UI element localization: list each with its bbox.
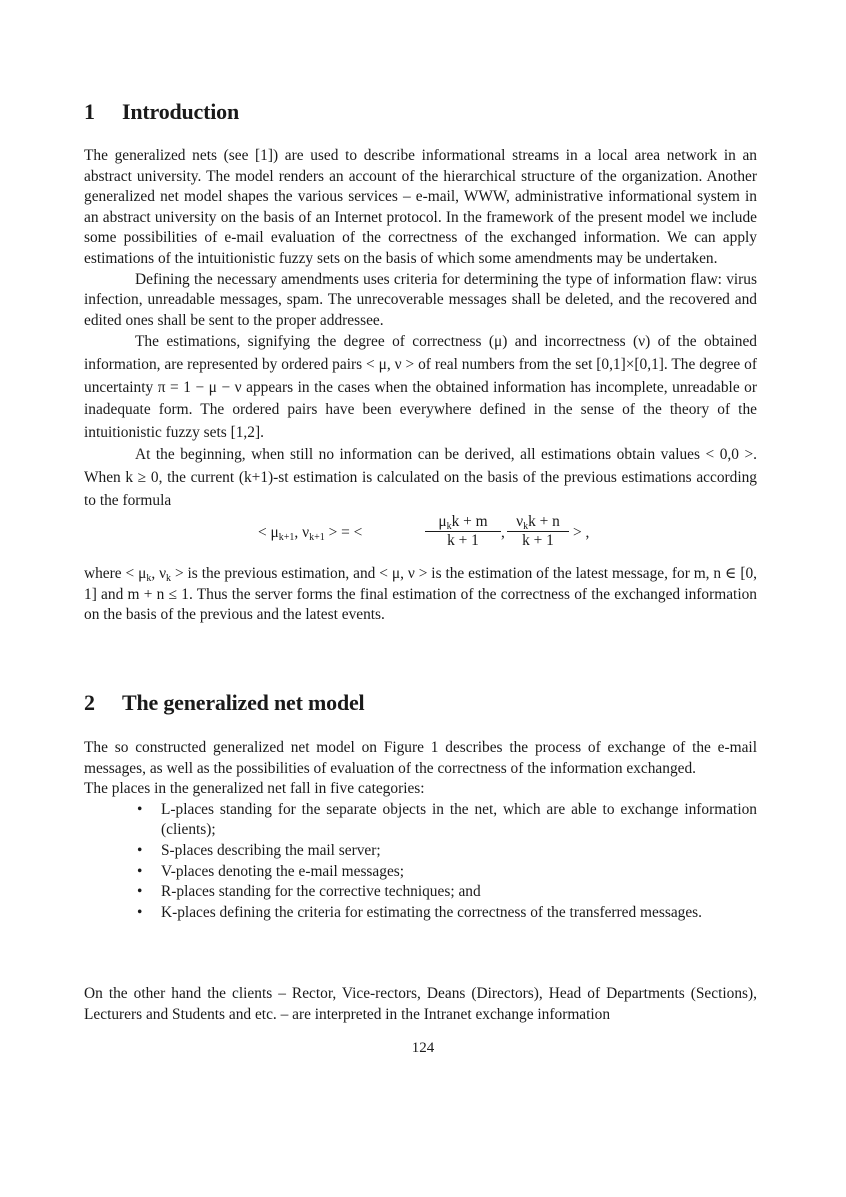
fraction-numerator: $\nu_kk + n$ xyxy=(507,513,569,532)
formula-comma: , xyxy=(501,524,505,541)
paragraph: At the beginning, when still no information can be derived, all estimations obtain values < 0,0 >. When k ≥ 0, the current (k+1)-st estimation is calculated on the basis of the previous estimations according to the formula xyxy=(84,446,757,509)
section-number: 1 xyxy=(84,99,95,124)
bullet-icon: • xyxy=(137,883,143,901)
paragraph: Defining the necessary amendments uses criteria for determining the type of information flaw: virus infection, unreadable messages, spam. The unrecoverable messages shall be deleted, and the recovered and edited ones shall be sent to the proper addressee. xyxy=(84,270,757,329)
list-item: • K-places defining the criteria for estimating the correctness of the transferred messages. xyxy=(84,903,757,924)
page-number: 124 xyxy=(411,1040,435,1056)
section-body-generalized-net-model xyxy=(84,738,757,923)
formula-lhs: < $\mu_{k+1}$, $\nu_{k+1}$ > = < xyxy=(258,524,363,543)
paragraph: The estimations, signifying the degree of correctness (μ) and incorrectness (ν) of the obtained information, are represented by ordered pairs < μ, ν > of real numbers from the set [0,1]×[0,1]. The degree of uncertainty π = 1 − μ − ν appears in the cases when the obtained information has incomplete, unreadable or inadequate form. The ordered pairs have been everywhere defined in the sense of the theory of the intuitionistic fuzzy sets [1,2]. xyxy=(84,333,757,441)
fraction-denominator: k + 1 xyxy=(447,532,479,549)
bullet-icon: • xyxy=(137,903,143,921)
bullet-icon: • xyxy=(137,862,143,880)
bullet-icon: • xyxy=(137,800,143,818)
list-item: • S-places describing the mail server; xyxy=(84,841,757,862)
paragraph: The generalized nets (see [1]) are used to describe informational streams in a local area network in an abstract university. The model renders an account of the hierarchical structure of the organization. Another generalized net model shapes the various services – e-mail, WWW, administrative informational system in an abstract university on the basis of an Internet protocol. In the framework of the present model we include some possibilities of e-mail evaluation of the correctness of the exchanged information. We can apply estimations of the intuitionistic fuzzy sets on the basis of which some amendments may be undertaken. xyxy=(84,147,757,267)
section-number: 2 xyxy=(84,690,95,715)
list-item: • L-places standing for the separate objects in the net, which are able to exchange information (clients); xyxy=(137,800,757,839)
section-heading-generalized-net-model xyxy=(84,690,364,716)
fraction-denominator: k + 1 xyxy=(522,532,554,549)
place-categories-list xyxy=(84,800,757,924)
bullet-icon: • xyxy=(137,841,143,859)
list-item: • R-places standing for the corrective techniques; and xyxy=(84,882,757,903)
section-title: The generalized net model xyxy=(122,690,365,715)
formula-fraction-nu xyxy=(507,513,569,550)
paragraph: The so constructed generalized net model on Figure 1 describes the process of exchange of the e-mail messages, as well as the possibilities of evaluation of the correctness of the information exchanged. xyxy=(84,739,757,777)
list-item: • V-places denoting the e-mail messages; xyxy=(84,862,757,883)
paragraph: On the other hand the clients – Rector, Vice-rectors, Deans (Directors), Head of Departments (Sections), Lecturers and Students and etc. – are interpreted in the Intranet exchange information xyxy=(84,985,757,1023)
formula-fraction-mu xyxy=(425,513,501,550)
paragraph: The places in the generalized net fall in five categories: xyxy=(84,780,425,798)
estimation-formula xyxy=(84,513,757,557)
closing-paragraph-block xyxy=(84,984,757,1025)
paragraph: where < $\mu_k$, $\nu_k$ > is the previous estimation, and < μ, ν > is the estimation of the latest message, for m, n ∈ [0, 1] and m + n ≤ 1. Thus the server forms the final estimation of the correctness of the exchanged information on the basis of the previous and the latest events. xyxy=(84,565,757,624)
formula-tail: > , xyxy=(573,524,590,541)
section-heading-introduction xyxy=(84,99,239,125)
formula-explanation xyxy=(84,564,757,626)
section-title: Introduction xyxy=(122,99,239,124)
section-body-introduction xyxy=(84,146,757,512)
fraction-numerator: $\mu_kk + m$ xyxy=(425,513,501,532)
